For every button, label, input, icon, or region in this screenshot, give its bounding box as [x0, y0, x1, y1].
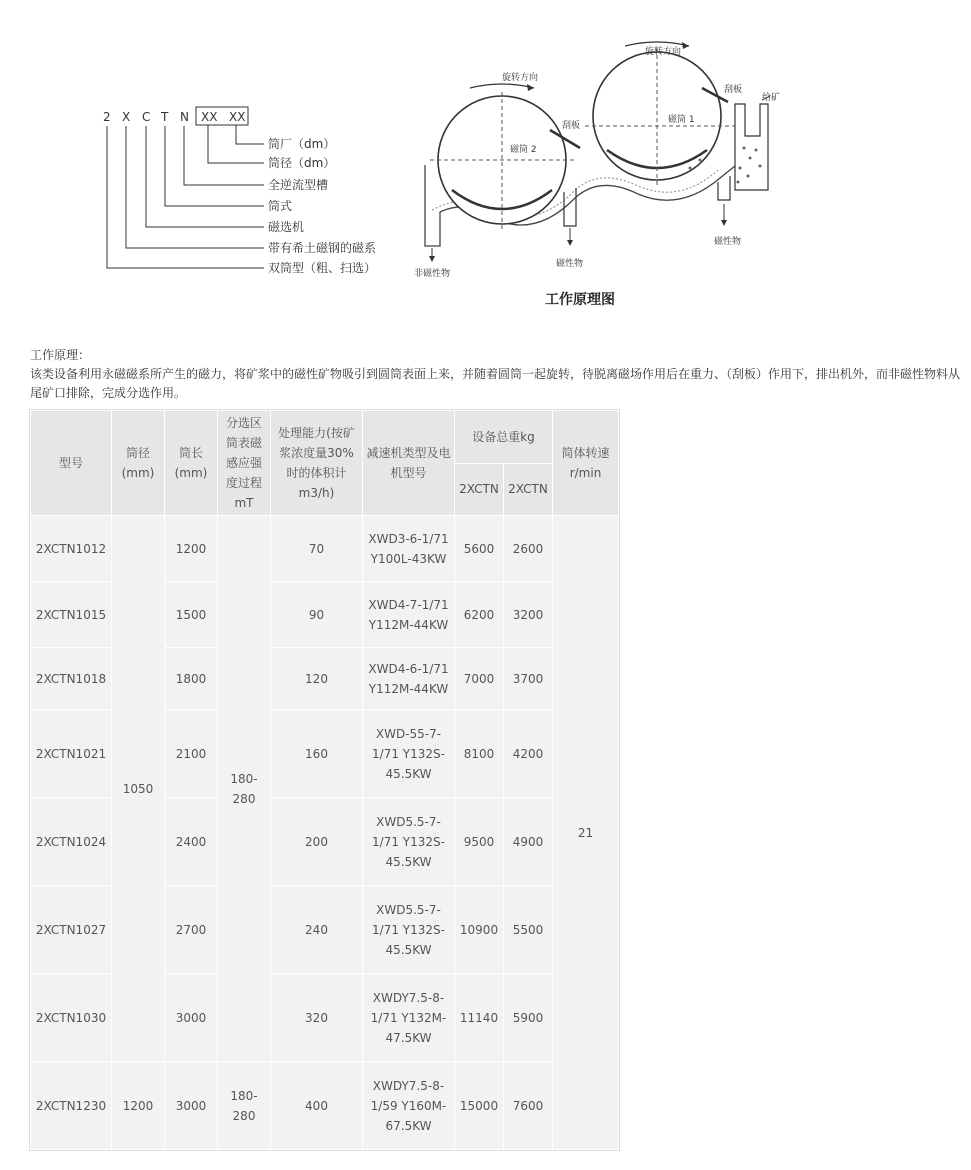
- cell-length: 2400: [165, 798, 218, 886]
- cell-motor: XWD3-6-1/71 Y100L-43KW: [363, 516, 455, 582]
- cell-weight-b: 5500: [504, 886, 553, 974]
- feed-label: 给矿: [762, 93, 781, 103]
- cell-capacity: 120: [271, 648, 363, 710]
- cell-weight-a: 11140: [455, 974, 504, 1062]
- cell-weight-b: 3700: [504, 648, 553, 710]
- cell-length: 1500: [165, 582, 218, 648]
- code-char: T: [161, 110, 169, 124]
- code-label: 双筒型（粗、扫选）: [268, 261, 377, 275]
- cell-model: 2XCTN1230: [31, 1062, 112, 1150]
- cell-weight-a: 15000: [455, 1062, 504, 1150]
- code-label: 筒厂（dm）: [268, 137, 336, 151]
- cell-motor: XWD4-7-1/71 Y112M-44KW: [363, 582, 455, 648]
- nonmagnetic-label: 非磁性物: [414, 269, 451, 279]
- cell-capacity: 160: [271, 710, 363, 798]
- scraper-label: 刮板: [562, 121, 581, 131]
- code-label: 全逆流型槽: [268, 178, 329, 192]
- code-char: 2: [103, 110, 111, 124]
- cell-model: 2XCTN1021: [31, 710, 112, 798]
- cell-weight-a: 9500: [455, 798, 504, 886]
- working-principle-schematic: [425, 42, 770, 262]
- code-label: 筒式: [268, 199, 293, 213]
- cell-weight-b: 2600: [504, 516, 553, 582]
- magnetic-label: 磁性物: [714, 237, 742, 247]
- cell-length: 1800: [165, 648, 218, 710]
- code-box-text: XX: [229, 110, 246, 124]
- code-char: C: [142, 110, 151, 124]
- cell-weight-b: 4200: [504, 710, 553, 798]
- table-row: [31, 1062, 619, 1150]
- cell-diameter: 1200: [112, 1062, 165, 1150]
- code-char: N: [180, 110, 189, 124]
- cell-motor: XWD5.5-7-1/71 Y132S-45.5KW: [363, 886, 455, 974]
- cell-weight-b: 4900: [504, 798, 553, 886]
- intro-text: 该类设备利用永磁磁系所产生的磁力，将矿浆中的磁性矿物吸引到圆筒表面上来，并随着圆筒一起旋转，待脱离磁场作用后在重力、（刮板）作用下，排出机外，而非磁性物料从尾矿口排除，完成分选作用。: [30, 367, 961, 400]
- cell-capacity: 320: [271, 974, 363, 1062]
- cell-weight-b: 5900: [504, 974, 553, 1062]
- cell-motor: XWDY7.5-8-1/59 Y160M-67.5KW: [363, 1062, 455, 1150]
- cell-model: 2XCTN1015: [31, 582, 112, 648]
- cell-length: 3000: [165, 1062, 218, 1150]
- spec-table: [30, 410, 619, 1150]
- cell-length: 2700: [165, 886, 218, 974]
- cell-speed-group: 21: [553, 516, 619, 1150]
- code-box-text: XX: [201, 110, 218, 124]
- header-weight-b: 2XCTN: [504, 463, 553, 516]
- rotation-label: 旋转方向: [645, 47, 682, 57]
- header-model: 型号: [31, 411, 112, 516]
- header-speed: 简体转速r/min: [553, 411, 619, 516]
- scraper-label: 刮板: [724, 85, 743, 95]
- cell-motor: XWD-55-7-1/71 Y132S-45.5KW: [363, 710, 455, 798]
- drum-label: 磁筒 1: [668, 115, 695, 125]
- cell-model: 2XCTN1018: [31, 648, 112, 710]
- header-weight: 设备总重kg: [455, 411, 553, 464]
- cell-capacity: 240: [271, 886, 363, 974]
- drum-label: 磁筒 2: [510, 145, 537, 155]
- cell-motor: XWDY7.5-8-1/71 Y132M-47.5KW: [363, 974, 455, 1062]
- code-label: 磁选机: [268, 220, 305, 234]
- header-length: 筒长(mm): [165, 411, 218, 516]
- cell-field-group: 180-280: [218, 516, 271, 1062]
- cell-length: 1200: [165, 516, 218, 582]
- intro-heading: 工作原理：: [30, 348, 91, 362]
- cell-capacity: 70: [271, 516, 363, 582]
- cell-capacity: 90: [271, 582, 363, 648]
- cell-weight-a: 10900: [455, 886, 504, 974]
- cell-capacity: 200: [271, 798, 363, 886]
- header-motor: 减速机类型及电机型号: [363, 411, 455, 516]
- code-char: X: [122, 110, 131, 124]
- intro-section: [30, 346, 965, 403]
- header-capacity: 处理能力(按矿浆浓度量30%时的体积计m3/h): [271, 411, 363, 516]
- cell-field: 180-280: [218, 1062, 271, 1150]
- header-diameter: 筒径(mm): [112, 411, 165, 516]
- rotation-label: 旋转方向: [502, 73, 539, 83]
- model-code-diagram: [0, 0, 971, 335]
- cell-weight-b: 3200: [504, 582, 553, 648]
- cell-weight-a: 8100: [455, 710, 504, 798]
- cell-length: 3000: [165, 974, 218, 1062]
- cell-weight-a: 7000: [455, 648, 504, 710]
- cell-capacity: 400: [271, 1062, 363, 1150]
- code-label: 带有希土磁钢的磁系: [268, 241, 377, 255]
- table-row: [31, 516, 619, 582]
- cell-weight-a: 5600: [455, 516, 504, 582]
- cell-length: 2100: [165, 710, 218, 798]
- magnetic-label: 磁性物: [556, 259, 584, 269]
- header-weight-a: 2XCTN: [455, 463, 504, 516]
- cell-weight-a: 6200: [455, 582, 504, 648]
- figure-caption: 工作原理图: [545, 292, 615, 308]
- cell-motor: XWD4-6-1/71 Y112M-44KW: [363, 648, 455, 710]
- cell-motor: XWD5.5-7-1/71 Y132S-45.5KW: [363, 798, 455, 886]
- cell-weight-b: 7600: [504, 1062, 553, 1150]
- figure-area: [0, 0, 971, 335]
- cell-model: 2XCTN1030: [31, 974, 112, 1062]
- code-label: 筒径（dm）: [268, 156, 336, 170]
- cell-diameter-group: 1050: [112, 516, 165, 1062]
- cell-model: 2XCTN1027: [31, 886, 112, 974]
- cell-model: 2XCTN1012: [31, 516, 112, 582]
- header-field: 分选区筒表磁感应强度过程mT: [218, 411, 271, 516]
- cell-model: 2XCTN1024: [31, 798, 112, 886]
